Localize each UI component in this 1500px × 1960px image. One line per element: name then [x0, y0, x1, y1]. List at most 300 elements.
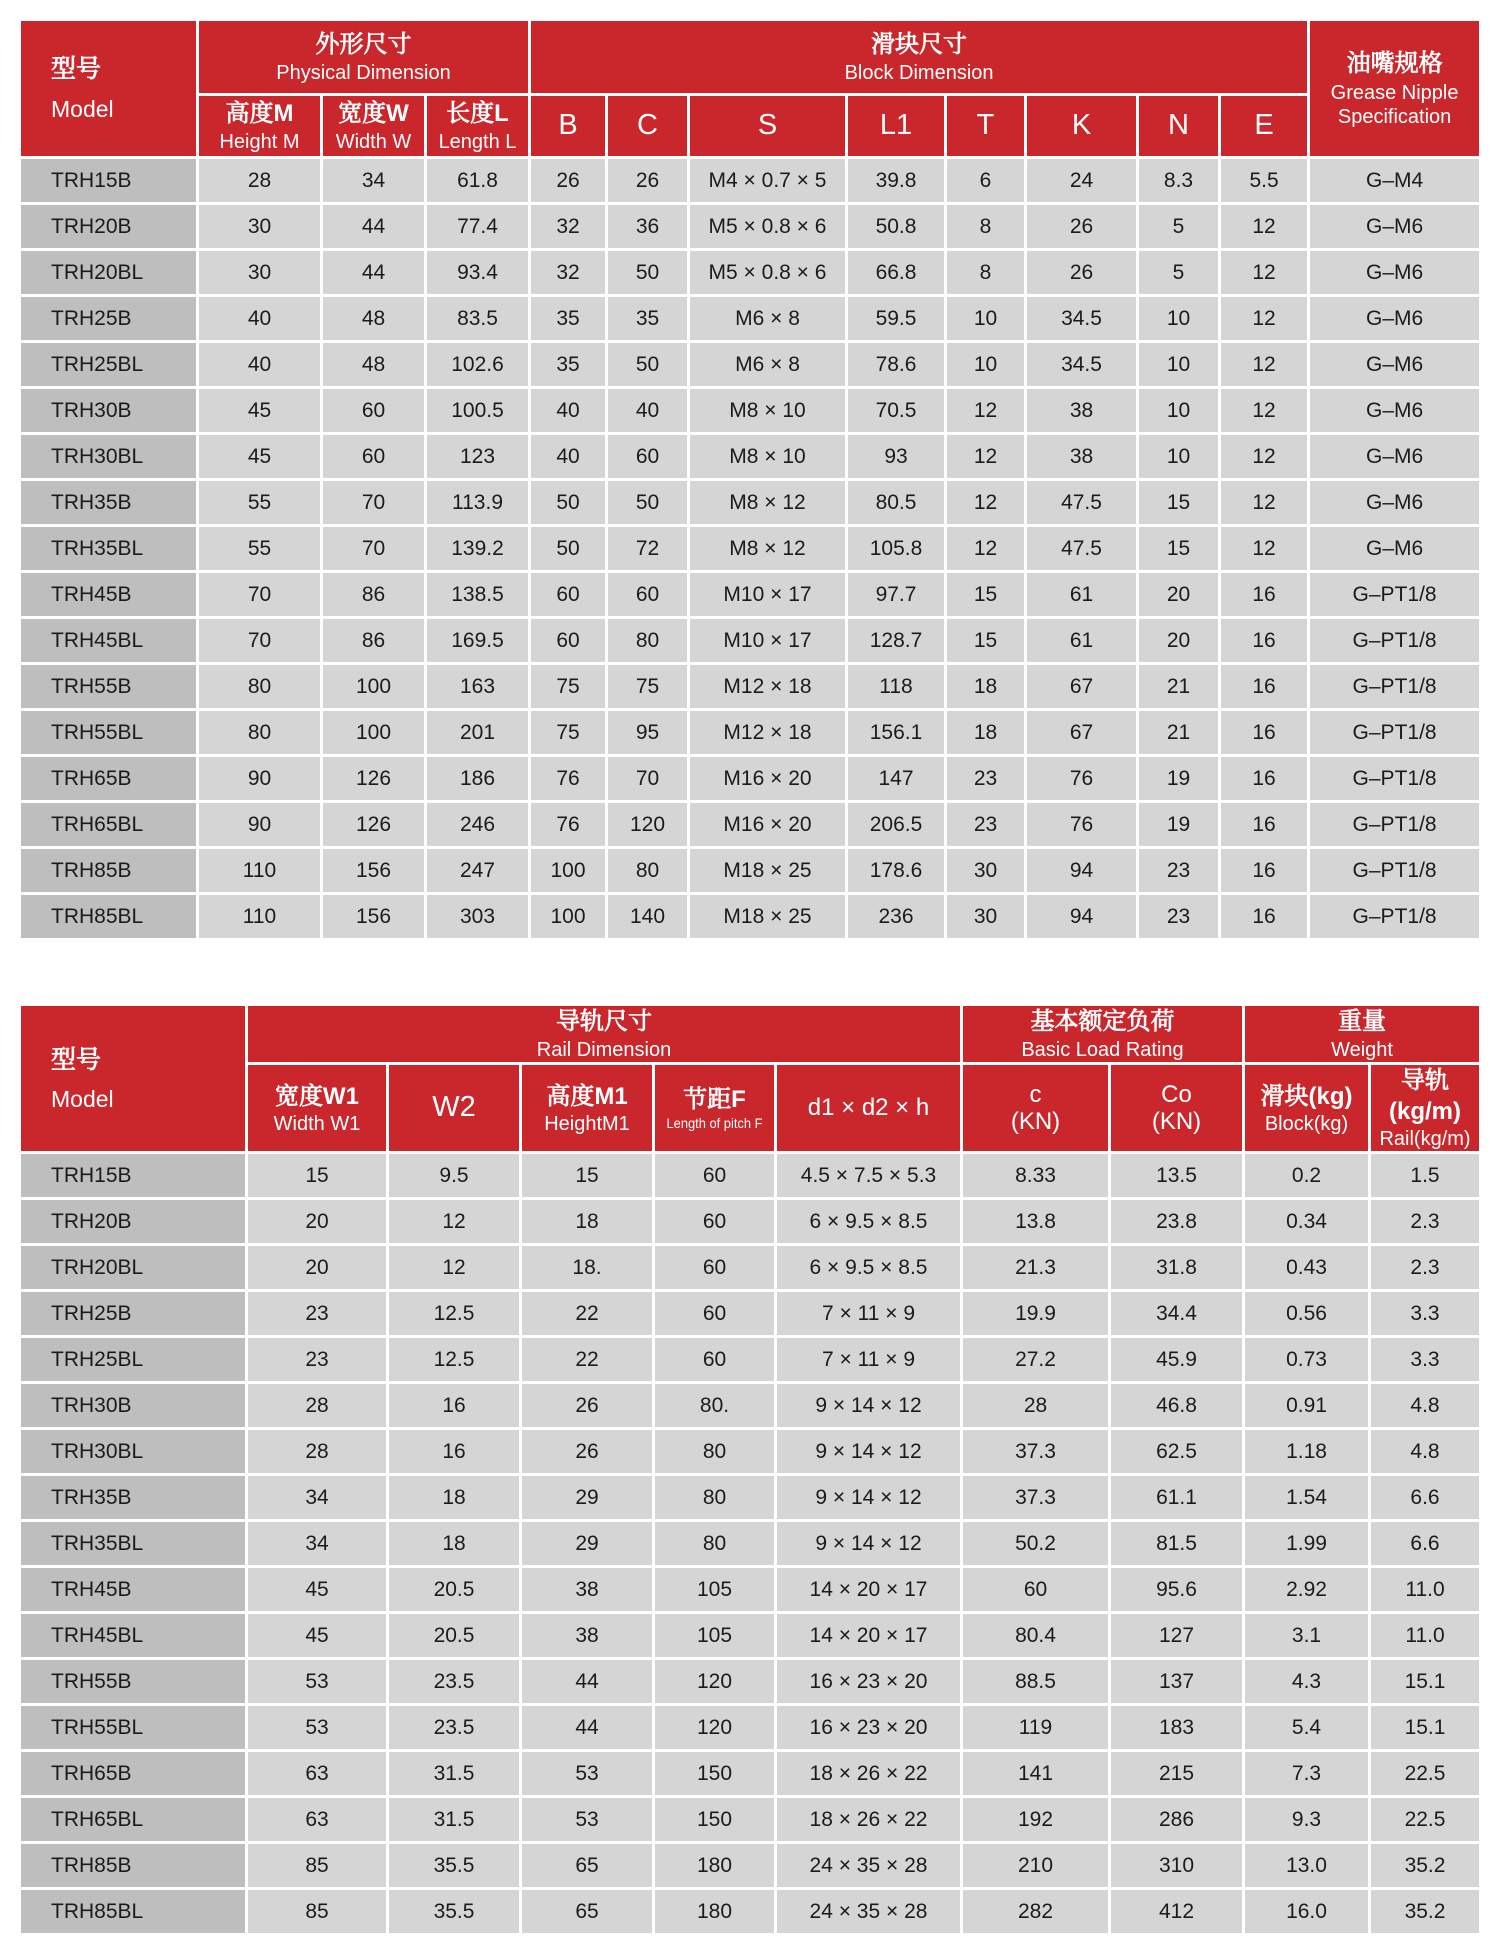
value-cell: 13.8 — [963, 1200, 1108, 1243]
value-cell: 22 — [522, 1292, 652, 1335]
value-cell: 61.1 — [1111, 1476, 1242, 1519]
table-row — [21, 1660, 1479, 1703]
model-cell: TRH55B — [21, 1660, 245, 1703]
value-cell: 12.5 — [389, 1292, 519, 1335]
model-cell: TRH45B — [21, 1568, 245, 1611]
table-row — [21, 573, 1479, 616]
value-cell: 76 — [531, 757, 605, 800]
value-cell: 80. — [655, 1384, 774, 1427]
value-cell: 5 — [1139, 205, 1218, 248]
value-cell: 286 — [1111, 1798, 1242, 1841]
value-cell: 50.2 — [963, 1522, 1108, 1565]
table-row — [21, 1430, 1479, 1473]
value-cell: 246 — [427, 803, 528, 846]
value-cell: 31.5 — [389, 1798, 519, 1841]
value-cell: 15 — [947, 619, 1024, 662]
value-cell: 12 — [947, 435, 1024, 478]
value-cell: 37.3 — [963, 1430, 1108, 1473]
value-cell: 303 — [427, 895, 528, 938]
value-cell: 80 — [608, 619, 687, 662]
table-row — [21, 711, 1479, 754]
value-cell: 34 — [323, 159, 424, 202]
value-cell: G–M6 — [1310, 435, 1479, 478]
value-cell: 60 — [323, 389, 424, 432]
table-row — [21, 1798, 1479, 1841]
value-cell: 16 × 23 × 20 — [777, 1660, 960, 1703]
value-cell: 80 — [608, 849, 687, 892]
physical-dimension-en: Physical Dimension — [276, 61, 451, 84]
value-cell: 97.7 — [848, 573, 944, 616]
model-cell: TRH65B — [21, 1752, 245, 1795]
value-cell: G–M6 — [1310, 205, 1479, 248]
value-cell: M16 × 20 — [690, 757, 845, 800]
value-cell: 93 — [848, 435, 944, 478]
value-cell: 23 — [947, 757, 1024, 800]
model-cell: TRH55B — [21, 665, 196, 708]
value-cell: 12 — [1221, 251, 1307, 294]
value-cell: 128.7 — [848, 619, 944, 662]
value-cell: 215 — [1111, 1752, 1242, 1795]
value-cell: 26 — [522, 1430, 652, 1473]
value-cell: 39.8 — [848, 159, 944, 202]
value-cell: 5 — [1139, 251, 1218, 294]
column-header-line: Rail(kg/m) — [1379, 1128, 1471, 1151]
value-cell: M18 × 25 — [690, 849, 845, 892]
model-cell: TRH85B — [21, 849, 196, 892]
value-cell: 50.8 — [848, 205, 944, 248]
value-cell: 60 — [655, 1292, 774, 1335]
value-cell: 18 — [522, 1200, 652, 1243]
value-cell: 80 — [199, 665, 320, 708]
value-cell: 70 — [608, 757, 687, 800]
weight-zh: 重量 — [1338, 1008, 1387, 1036]
model-cell: TRH30B — [21, 1384, 245, 1427]
value-cell: 48 — [323, 297, 424, 340]
table1-subheader-row — [21, 96, 1479, 156]
model-cell: TRH35BL — [21, 1522, 245, 1565]
value-cell: 16 — [1221, 711, 1307, 754]
value-cell: 53 — [522, 1798, 652, 1841]
value-cell: 50 — [608, 251, 687, 294]
value-cell: 8.3 — [1139, 159, 1218, 202]
value-cell: 80 — [199, 711, 320, 754]
value-cell: 236 — [848, 895, 944, 938]
value-cell: 23.5 — [389, 1660, 519, 1703]
value-cell: 72 — [608, 527, 687, 570]
value-cell: 46.8 — [1111, 1384, 1242, 1427]
value-cell: 30 — [199, 205, 320, 248]
table1-model-header — [21, 21, 196, 156]
column-header-line: 高度M1 — [546, 1082, 628, 1110]
value-cell: 2.92 — [1245, 1568, 1368, 1611]
column-header-line: E — [1254, 109, 1274, 142]
value-cell: 15.1 — [1371, 1660, 1479, 1703]
value-cell: 61 — [1027, 573, 1136, 616]
table-row — [21, 665, 1479, 708]
value-cell: M8 × 12 — [690, 481, 845, 524]
column-header-block-kg — [1245, 1065, 1368, 1151]
value-cell: 105 — [655, 1614, 774, 1657]
value-cell: 210 — [963, 1844, 1108, 1887]
value-cell: 10 — [1139, 297, 1218, 340]
table-row — [21, 1752, 1479, 1795]
value-cell: 50 — [531, 481, 605, 524]
value-cell: 26 — [522, 1384, 652, 1427]
column-header-line: (KN) — [1010, 1108, 1061, 1136]
value-cell: 35.5 — [389, 1844, 519, 1887]
value-cell: 95 — [608, 711, 687, 754]
table-row — [21, 1476, 1479, 1519]
value-cell: 156.1 — [848, 711, 944, 754]
value-cell: 65 — [522, 1844, 652, 1887]
column-header-line: 宽度W — [338, 100, 409, 128]
model-cell: TRH85BL — [21, 1890, 245, 1933]
model-cell: TRH35B — [21, 481, 196, 524]
value-cell: 85 — [248, 1844, 386, 1887]
column-header-line: 高度M — [225, 100, 294, 128]
value-cell: 0.34 — [1245, 1200, 1368, 1243]
value-cell: 201 — [427, 711, 528, 754]
value-cell: 67 — [1027, 665, 1136, 708]
model-cell: TRH25BL — [21, 343, 196, 386]
value-cell: 0.2 — [1245, 1154, 1368, 1197]
value-cell: 126 — [323, 757, 424, 800]
value-cell: 76 — [1027, 757, 1136, 800]
value-cell: 29 — [522, 1476, 652, 1519]
column-header-line: T — [976, 109, 995, 142]
value-cell: 1.5 — [1371, 1154, 1479, 1197]
value-cell: 19 — [1139, 757, 1218, 800]
value-cell: 23 — [248, 1338, 386, 1381]
value-cell: 28 — [199, 159, 320, 202]
value-cell: 70 — [199, 619, 320, 662]
value-cell: M6 × 8 — [690, 343, 845, 386]
value-cell: 3.3 — [1371, 1292, 1479, 1335]
model-cell: TRH65BL — [21, 1798, 245, 1841]
value-cell: 60 — [655, 1154, 774, 1197]
value-cell: 20 — [1139, 573, 1218, 616]
value-cell: 10 — [1139, 343, 1218, 386]
table-row — [21, 1568, 1479, 1611]
value-cell: 35.2 — [1371, 1890, 1479, 1933]
value-cell: M5 × 0.8 × 6 — [690, 205, 845, 248]
value-cell: 192 — [963, 1798, 1108, 1841]
value-cell: M16 × 20 — [690, 803, 845, 846]
column-header-line: 长度L — [446, 100, 509, 128]
block-dimension-group-header — [531, 21, 1307, 93]
value-cell: 53 — [522, 1752, 652, 1795]
column-header-height-m1 — [522, 1065, 652, 1151]
value-cell: 38 — [522, 1568, 652, 1611]
column-header-length-l — [427, 96, 528, 156]
model-cell: TRH85B — [21, 1844, 245, 1887]
column-header-line: HeightM1 — [544, 1112, 630, 1135]
rail-dimension-load-weight-table — [18, 1003, 1482, 1936]
value-cell: 206.5 — [848, 803, 944, 846]
block-dimension-en: Block Dimension — [844, 61, 994, 84]
value-cell: 50 — [608, 343, 687, 386]
model-header-zh: 型号 — [51, 1045, 102, 1074]
column-header-width-w — [323, 96, 424, 156]
rail-dimension-zh: 导轨尺寸 — [556, 1008, 652, 1036]
value-cell: M10 × 17 — [690, 573, 845, 616]
value-cell: 16.0 — [1245, 1890, 1368, 1933]
value-cell: 12 — [389, 1200, 519, 1243]
table-row — [21, 435, 1479, 478]
value-cell: 7 × 11 × 9 — [777, 1292, 960, 1335]
value-cell: 34 — [248, 1522, 386, 1565]
model-cell: TRH85BL — [21, 895, 196, 938]
value-cell: 88.5 — [963, 1660, 1108, 1703]
column-header-width-w1 — [248, 1065, 386, 1151]
value-cell: 26 — [608, 159, 687, 202]
value-cell: 16 — [389, 1430, 519, 1473]
value-cell: 24 × 35 × 28 — [777, 1890, 960, 1933]
value-cell: 47.5 — [1027, 527, 1136, 570]
value-cell: 23 — [248, 1292, 386, 1335]
table-row — [21, 389, 1479, 432]
value-cell: M8 × 10 — [690, 435, 845, 478]
table2-header — [21, 1006, 1479, 1151]
column-header-n — [1139, 96, 1218, 156]
value-cell: 140 — [608, 895, 687, 938]
value-cell: 7.3 — [1245, 1752, 1368, 1795]
value-cell: 9.5 — [389, 1154, 519, 1197]
value-cell: 120 — [655, 1660, 774, 1703]
column-header-line: Block(kg) — [1264, 1112, 1349, 1135]
block-dimension-zh: 滑块尺寸 — [871, 31, 968, 59]
grease-nipple-en2: Specification — [1337, 106, 1452, 129]
value-cell: 6.6 — [1371, 1522, 1479, 1565]
table-row — [21, 895, 1479, 938]
value-cell: G–M4 — [1310, 159, 1479, 202]
value-cell: 180 — [655, 1890, 774, 1933]
value-cell: 20 — [248, 1246, 386, 1289]
value-cell: 9 × 14 × 12 — [777, 1430, 960, 1473]
value-cell: 156 — [323, 849, 424, 892]
column-header-b — [531, 96, 605, 156]
value-cell: G–M6 — [1310, 251, 1479, 294]
model-cell: TRH30BL — [21, 435, 196, 478]
value-cell: G–M6 — [1310, 343, 1479, 386]
value-cell: 30 — [947, 849, 1024, 892]
value-cell: 12 — [947, 481, 1024, 524]
value-cell: 20.5 — [389, 1568, 519, 1611]
value-cell: 16 — [1221, 849, 1307, 892]
model-cell: TRH20BL — [21, 251, 196, 294]
value-cell: 141 — [963, 1752, 1108, 1795]
value-cell: 31.5 — [389, 1752, 519, 1795]
value-cell: 11.0 — [1371, 1568, 1479, 1611]
value-cell: 35.2 — [1371, 1844, 1479, 1887]
table-row — [21, 1338, 1479, 1381]
value-cell: 77.4 — [427, 205, 528, 248]
value-cell: 45 — [248, 1614, 386, 1657]
value-cell: 60 — [655, 1246, 774, 1289]
value-cell: 100 — [323, 665, 424, 708]
value-cell: 139.2 — [427, 527, 528, 570]
value-cell: 90 — [199, 803, 320, 846]
value-cell: 48 — [323, 343, 424, 386]
value-cell: 8 — [947, 205, 1024, 248]
table-row — [21, 205, 1479, 248]
value-cell: 75 — [531, 665, 605, 708]
value-cell: 37.3 — [963, 1476, 1108, 1519]
table-row — [21, 1200, 1479, 1243]
table-row — [21, 251, 1479, 294]
value-cell: 147 — [848, 757, 944, 800]
column-header-l1 — [848, 96, 944, 156]
value-cell: 119 — [963, 1706, 1108, 1749]
value-cell: 9.3 — [1245, 1798, 1368, 1841]
value-cell: 186 — [427, 757, 528, 800]
model-header-en: Model — [51, 1086, 114, 1113]
table-row — [21, 1706, 1479, 1749]
value-cell: 22.5 — [1371, 1752, 1479, 1795]
value-cell: M12 × 18 — [690, 665, 845, 708]
value-cell: 63 — [248, 1752, 386, 1795]
value-cell: 178.6 — [848, 849, 944, 892]
value-cell: 0.91 — [1245, 1384, 1368, 1427]
value-cell: 180 — [655, 1844, 774, 1887]
value-cell: 12 — [1221, 527, 1307, 570]
value-cell: 4.5 × 7.5 × 5.3 — [777, 1154, 960, 1197]
value-cell: 28 — [248, 1384, 386, 1427]
value-cell: 59.5 — [848, 297, 944, 340]
value-cell: 53 — [248, 1660, 386, 1703]
value-cell: 70.5 — [848, 389, 944, 432]
value-cell: 85 — [248, 1890, 386, 1933]
column-header-line: Co — [1161, 1080, 1192, 1108]
value-cell: 60 — [655, 1338, 774, 1381]
value-cell: 247 — [427, 849, 528, 892]
value-cell: 90 — [199, 757, 320, 800]
column-header-line: C — [637, 109, 658, 142]
column-header-c-kn — [963, 1065, 1108, 1151]
column-header-line: Height M — [219, 130, 300, 153]
value-cell: 19 — [1139, 803, 1218, 846]
value-cell: G–PT1/8 — [1310, 665, 1479, 708]
value-cell: 60 — [531, 573, 605, 616]
model-cell: TRH25B — [21, 297, 196, 340]
value-cell: 16 — [1221, 573, 1307, 616]
value-cell: 100 — [531, 849, 605, 892]
table-row — [21, 1614, 1479, 1657]
value-cell: 76 — [1027, 803, 1136, 846]
table-row — [21, 1292, 1479, 1335]
value-cell: 100.5 — [427, 389, 528, 432]
value-cell: 9 × 14 × 12 — [777, 1522, 960, 1565]
value-cell: 150 — [655, 1752, 774, 1795]
value-cell: G–PT1/8 — [1310, 803, 1479, 846]
value-cell: 38 — [1027, 435, 1136, 478]
column-header-line: (KN) — [1151, 1108, 1202, 1136]
value-cell: 2.3 — [1371, 1200, 1479, 1243]
value-cell: 105 — [655, 1568, 774, 1611]
value-cell: 75 — [531, 711, 605, 754]
value-cell: 120 — [655, 1706, 774, 1749]
value-cell: 100 — [323, 711, 424, 754]
table-row — [21, 297, 1479, 340]
value-cell: 35 — [531, 343, 605, 386]
column-header-w2 — [389, 1065, 519, 1151]
table-row — [21, 343, 1479, 386]
value-cell: M8 × 12 — [690, 527, 845, 570]
value-cell: 12 — [1221, 205, 1307, 248]
value-cell: 310 — [1111, 1844, 1242, 1887]
value-cell: G–M6 — [1310, 481, 1479, 524]
value-cell: 29 — [522, 1522, 652, 1565]
value-cell: 4.8 — [1371, 1384, 1479, 1427]
value-cell: 95.6 — [1111, 1568, 1242, 1611]
model-cell: TRH25BL — [21, 1338, 245, 1381]
value-cell: G–PT1/8 — [1310, 849, 1479, 892]
table-row — [21, 159, 1479, 202]
value-cell: 110 — [199, 849, 320, 892]
value-cell: 30 — [199, 251, 320, 294]
value-cell: 45.9 — [1111, 1338, 1242, 1381]
value-cell: 70 — [323, 527, 424, 570]
value-cell: 36 — [608, 205, 687, 248]
value-cell: 45 — [199, 389, 320, 432]
column-header-line: Width W — [335, 130, 412, 153]
value-cell: 40 — [199, 343, 320, 386]
value-cell: 34.5 — [1027, 297, 1136, 340]
value-cell: 83.5 — [427, 297, 528, 340]
column-header-e — [1221, 96, 1307, 156]
value-cell: 20 — [1139, 619, 1218, 662]
model-cell: TRH30BL — [21, 1430, 245, 1473]
value-cell: M6 × 8 — [690, 297, 845, 340]
value-cell: 412 — [1111, 1890, 1242, 1933]
physical-block-dimension-table — [18, 18, 1482, 941]
value-cell: 53 — [248, 1706, 386, 1749]
value-cell: 18. — [522, 1246, 652, 1289]
value-cell: 4.3 — [1245, 1660, 1368, 1703]
value-cell: 28 — [963, 1384, 1108, 1427]
table-row — [21, 1154, 1479, 1197]
value-cell: 63 — [248, 1798, 386, 1841]
value-cell: 35.5 — [389, 1890, 519, 1933]
value-cell: M8 × 10 — [690, 389, 845, 432]
value-cell: 18 × 26 × 22 — [777, 1798, 960, 1841]
table-row — [21, 849, 1479, 892]
value-cell: 6 — [947, 159, 1024, 202]
value-cell: 1.18 — [1245, 1430, 1368, 1473]
value-cell: 44 — [522, 1706, 652, 1749]
weight-group-header — [1245, 1006, 1479, 1062]
value-cell: 8.33 — [963, 1154, 1108, 1197]
value-cell: 76 — [531, 803, 605, 846]
value-cell: 127 — [1111, 1614, 1242, 1657]
value-cell: 44 — [522, 1660, 652, 1703]
table-row — [21, 1844, 1479, 1887]
value-cell: 2.3 — [1371, 1246, 1479, 1289]
value-cell: 150 — [655, 1798, 774, 1841]
value-cell: 3.3 — [1371, 1338, 1479, 1381]
value-cell: 5.5 — [1221, 159, 1307, 202]
value-cell: 16 — [389, 1384, 519, 1427]
value-cell: G–PT1/8 — [1310, 895, 1479, 938]
value-cell: 12 — [389, 1246, 519, 1289]
value-cell: 16 — [1221, 895, 1307, 938]
value-cell: 94 — [1027, 849, 1136, 892]
value-cell: 66.8 — [848, 251, 944, 294]
value-cell: 32 — [531, 205, 605, 248]
column-header-line: 宽度W1 — [275, 1082, 359, 1110]
value-cell: 28 — [248, 1430, 386, 1473]
value-cell: 18 — [947, 665, 1024, 708]
